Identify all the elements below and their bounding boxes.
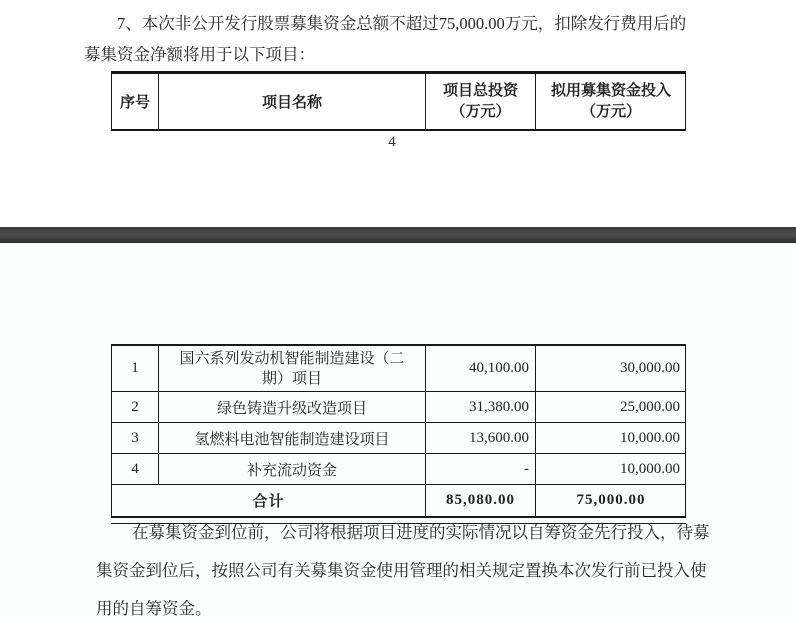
header-cell-name: 项目名称 [159, 74, 426, 129]
header-raised-line2: （万元） [580, 103, 641, 120]
page-5 [0, 243, 796, 620]
closing-paragraph [96, 514, 710, 620]
paragraph-line: 7、本次非公开发行股票募集资金总额不超过75,000.00万元，扣除发行费用后的 [117, 14, 687, 33]
table-row [112, 423, 685, 454]
paragraph-line: 在募集资金到位前，公司将根据项目进度的实际情况以自筹资金先行投入，待募 [132, 523, 710, 542]
cell-raised-funds: 10,000.00 [620, 429, 680, 446]
header-total-line2: （万元） [450, 103, 511, 120]
cell-row-no: 2 [112, 392, 159, 422]
page-4 [0, 0, 796, 227]
table-row [112, 346, 685, 392]
funds-table-body [111, 344, 686, 518]
table-header-row [112, 74, 685, 129]
header-cell-no: 序号 [112, 74, 159, 129]
cell-project-name: 补充流动资金 [159, 454, 426, 484]
paragraph-line: 集资金到位后，按照公司有关募集资金使用管理的相关规定置换本次发行前已投入使 [96, 561, 707, 580]
cell-total-investment-sum: 85,080.00 [426, 485, 536, 516]
cell-project-name: 氢燃料电池智能制造建设项目 [159, 423, 426, 453]
header-cell-raised [536, 74, 686, 129]
cell-total-label: 合计 [112, 485, 426, 516]
cell-total-investment: 40,100.00 [426, 346, 536, 391]
cell-total-investment: - [426, 454, 536, 484]
paragraph-line: 用的自筹资金。 [96, 599, 212, 618]
page-divider-band [0, 227, 796, 243]
cell-row-no: 4 [112, 454, 159, 484]
table-total-row [112, 485, 685, 516]
header-raised-line1: 拟用募集资金投入 [550, 82, 671, 99]
cell-total-investment: 13,600.00 [426, 423, 536, 453]
table-row [112, 392, 685, 423]
cell-row-no: 1 [112, 346, 159, 391]
funds-table-header [111, 71, 686, 131]
cell-row-no: 3 [112, 423, 159, 453]
cell-raised-funds: 10,000.00 [620, 460, 680, 477]
cell-project-name: 国六系列发动机智能制造建设（二期）项目 [159, 346, 426, 391]
header-cell-total [426, 74, 536, 129]
cell-raised-funds: 30,000.00 [620, 360, 680, 376]
cell-project-name: 绿色铸造升级改造项目 [159, 392, 426, 422]
table-row [112, 454, 685, 485]
cell-raised-funds: 25,000.00 [620, 398, 680, 415]
paragraph-line: 募集资金净额将用于以下项目： [84, 45, 315, 64]
intro-paragraph [84, 8, 686, 70]
page-number: 4 [388, 134, 396, 150]
header-total-line1: 项目总投资 [442, 82, 518, 99]
cell-total-investment: 31,380.00 [426, 392, 536, 422]
cell-raised-funds-sum: 75,000.00 [576, 492, 646, 508]
